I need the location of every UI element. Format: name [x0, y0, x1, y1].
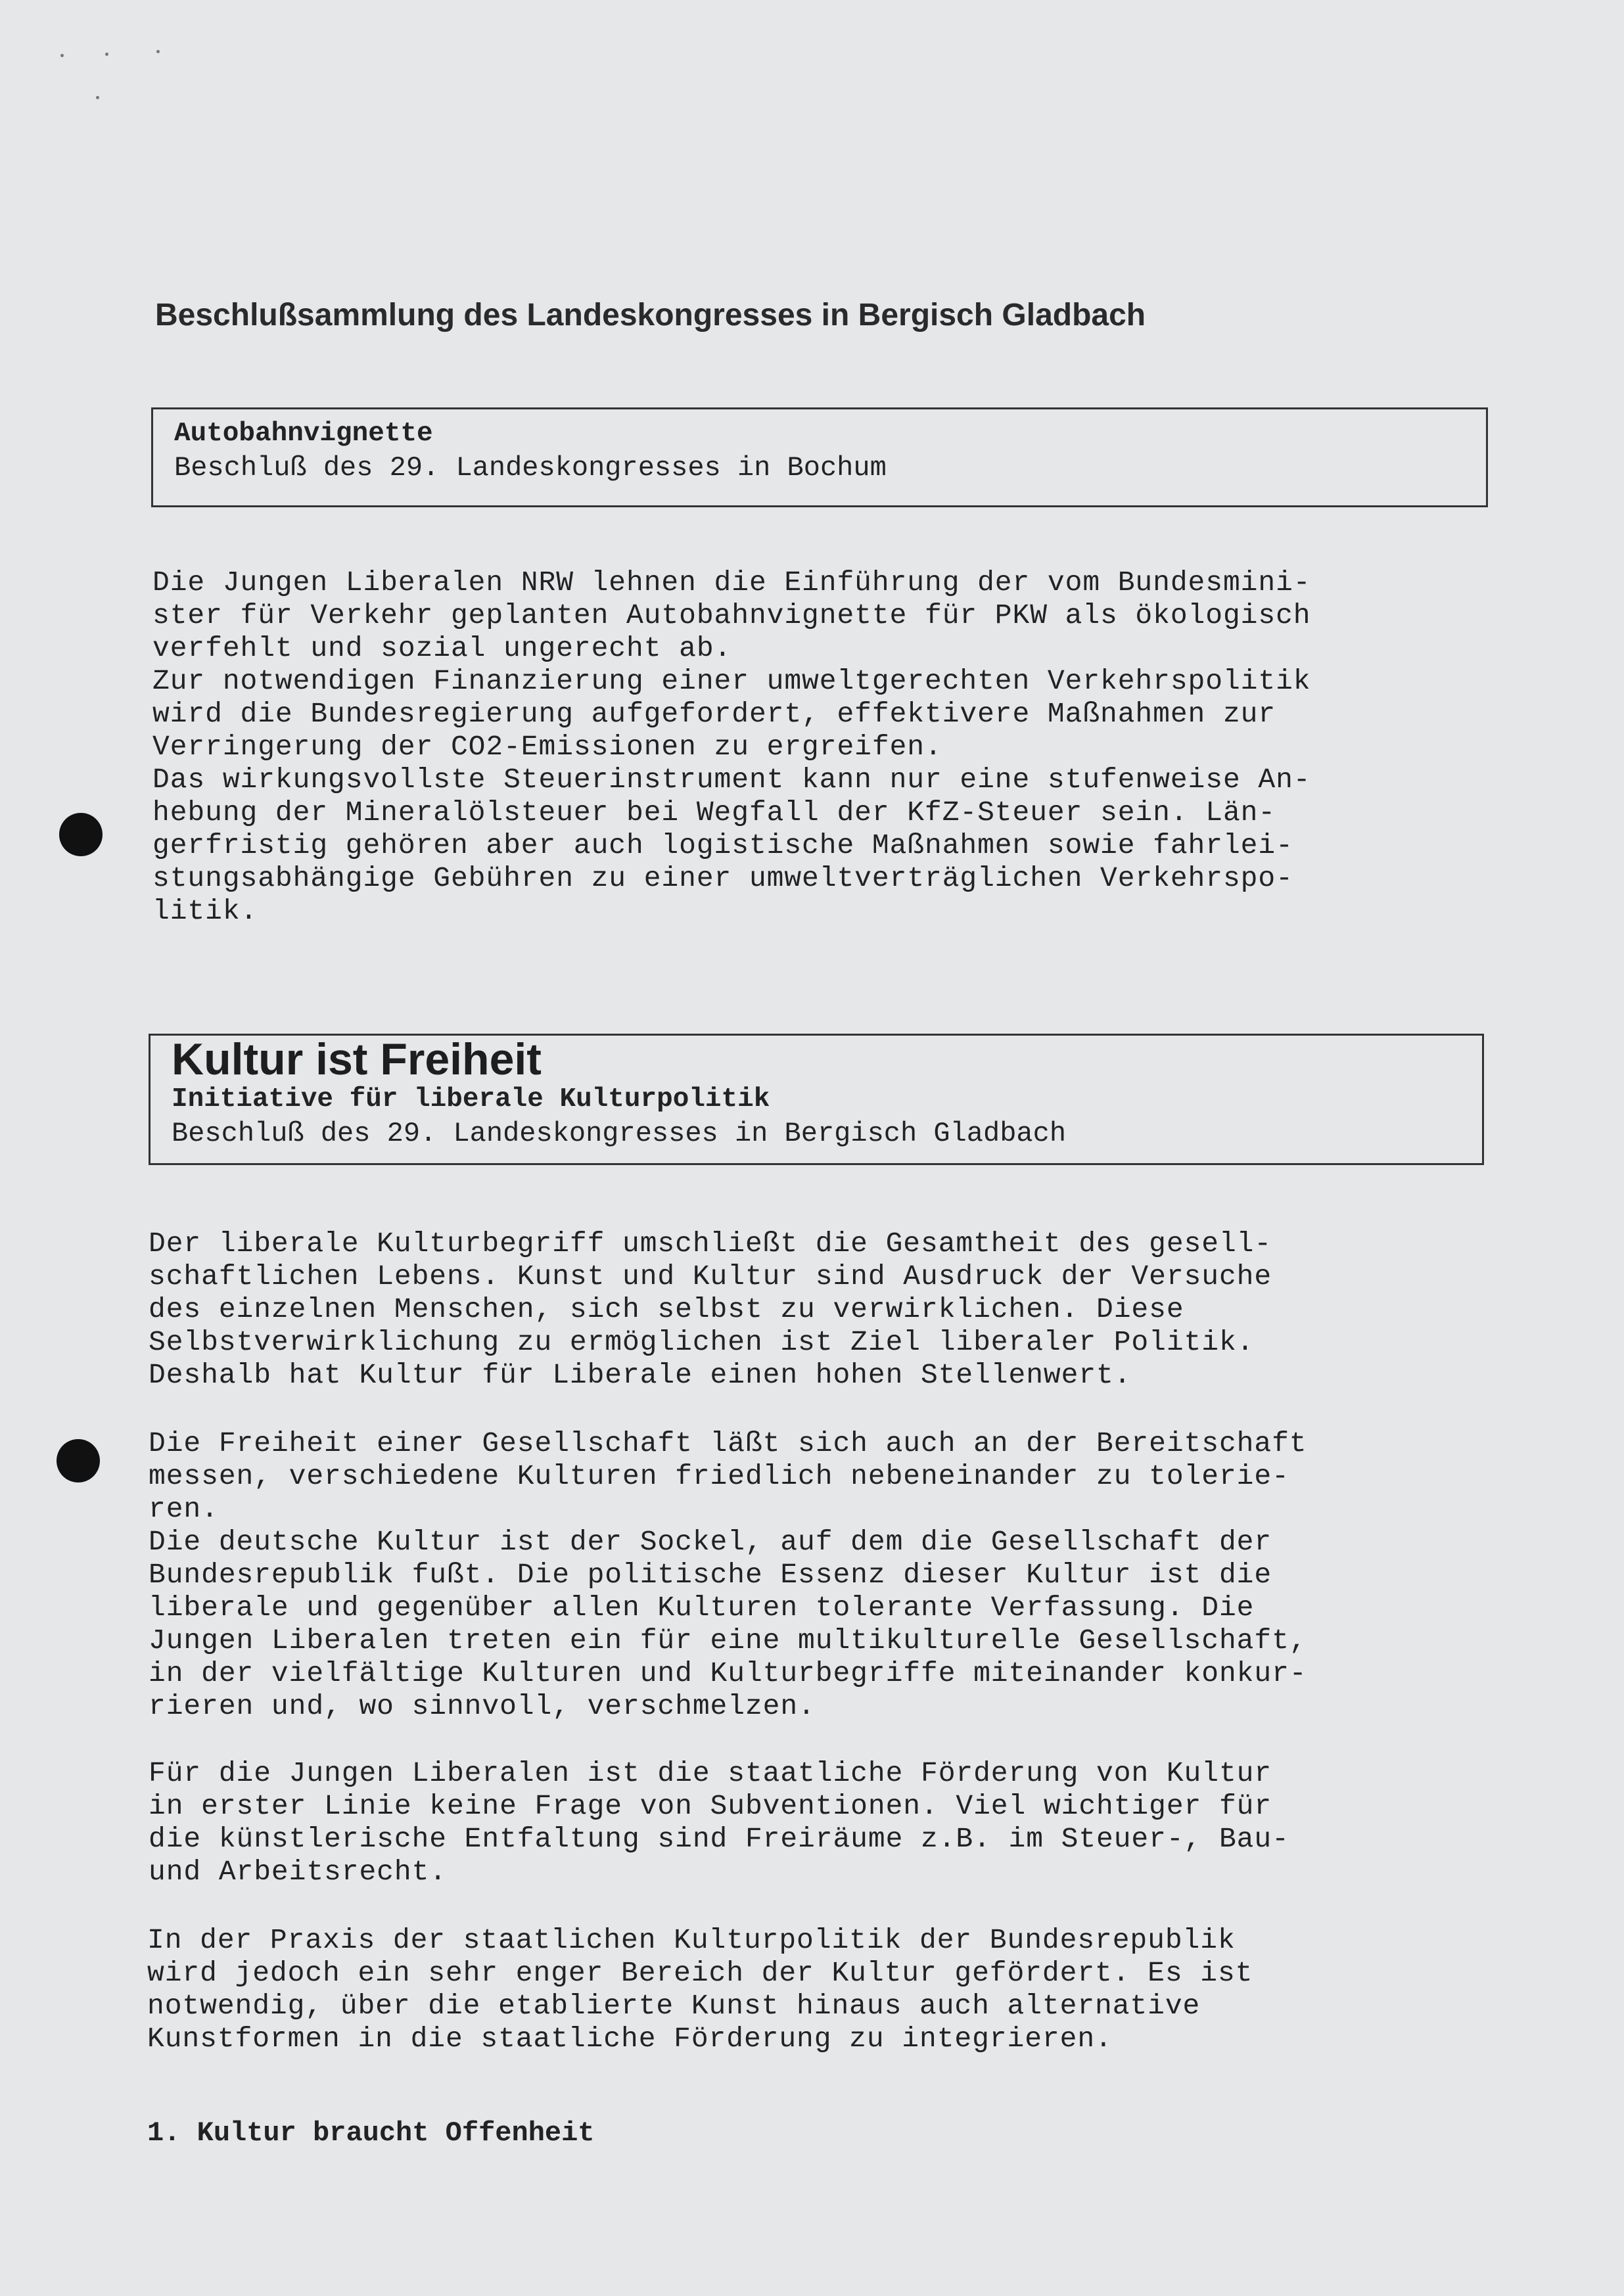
scan-speck: [96, 96, 99, 99]
text-line: rieren und, wo sinnvoll, verschmelzen.: [149, 1690, 816, 1722]
text-line: stungsabhängige Gebühren zu einer umweltverträglichen Verkehrspo-: [152, 862, 1293, 894]
scan-speck: [60, 54, 64, 57]
text-line: messen, verschiedene Kulturen friedlich nebeneinander zu tolerie-: [149, 1460, 1289, 1492]
text-line: schaftlichen Lebens. Kunst und Kultur sind Ausdruck der Versuche: [149, 1260, 1272, 1293]
text-line: Das wirkungsvollste Steuerinstrument kann nur eine stufenweise An-: [152, 764, 1311, 796]
text-line: wird die Bundesregierung aufgefordert, effektivere Maßnahmen zur: [152, 698, 1276, 730]
scan-speck: [156, 50, 160, 53]
text-line: Zur notwendigen Finanzierung einer umweltgerechten Verkehrspolitik: [152, 665, 1311, 697]
text-line: litik.: [152, 895, 258, 927]
text-line: Die deutsche Kultur ist der Sockel, auf dem die Gesellschaft der: [149, 1526, 1272, 1558]
text-line: liberale und gegenüber allen Kulturen tolerante Verfassung. Die: [149, 1592, 1255, 1624]
section-header-box-kultur: [149, 1034, 1484, 1165]
text-line: Für die Jungen Liberalen ist die staatliche Förderung von Kultur: [149, 1757, 1272, 1789]
section-title: Kultur ist Freiheit: [172, 1034, 542, 1084]
section-subtitle: Beschluß des 29. Landeskongresses in Bochum: [174, 452, 887, 484]
text-line: verfehlt und sozial ungerecht ab.: [152, 632, 732, 664]
punch-hole: [57, 1439, 100, 1482]
text-line: Deshalb hat Kultur für Liberale einen hohen Stellenwert.: [149, 1359, 1132, 1391]
punch-hole: [59, 813, 103, 856]
section-subtitle: Initiative für liberale Kulturpolitik: [172, 1084, 770, 1114]
section-header-box-autobahnvignette: [151, 407, 1488, 507]
paragraph: [149, 1757, 1289, 1889]
scan-speck: [105, 53, 108, 56]
paragraph: [149, 1427, 1307, 1723]
text-line: notwendig, über die etablierte Kunst hinaus auch alternative: [147, 1990, 1201, 2022]
text-line: In der Praxis der staatlichen Kulturpolitik der Bundesrepublik: [147, 1924, 1236, 1956]
text-line: Verringerung der CO2-Emissionen zu ergreifen.: [152, 731, 942, 763]
text-line: gerfristig gehören aber auch logistische Maßnahmen sowie fahrlei-: [152, 829, 1293, 861]
text-line: wird jedoch ein sehr enger Bereich der Kultur gefördert. Es ist: [147, 1957, 1253, 1989]
text-line: Bundesrepublik fußt. Die politische Essenz dieser Kultur ist die: [149, 1559, 1272, 1591]
text-line: Der liberale Kulturbegriff umschließt die Gesamtheit des gesell-: [149, 1228, 1272, 1260]
paragraph: [147, 1924, 1253, 2055]
text-line: Jungen Liberalen treten ein für eine multikulturelle Gesellschaft,: [149, 1624, 1307, 1657]
text-line: und Arbeitsrecht.: [149, 1856, 447, 1888]
paragraph: [149, 1228, 1272, 1392]
text-line: Selbstverwirklichung zu ermöglichen ist Ziel liberaler Politik.: [149, 1326, 1255, 1358]
text-line: ster für Verkehr geplanten Autobahnvignette für PKW als ökologisch: [152, 599, 1311, 631]
text-line: Die Freiheit einer Gesellschaft läßt sich auch an der Bereitschaft: [149, 1427, 1307, 1459]
text-line: Kunstformen in die staatliche Förderung zu integrieren.: [147, 2023, 1113, 2055]
text-line: die künstlerische Entfaltung sind Freiräume z.B. im Steuer-, Bau-: [149, 1823, 1289, 1855]
text-line: ren.: [149, 1493, 219, 1525]
subsection-heading: 1. Kultur braucht Offenheit: [147, 2117, 595, 2149]
page-title: Beschlußsammlung des Landeskongresses in Bergisch Gladbach: [155, 298, 1146, 333]
text-line: in der vielfältige Kulturen und Kulturbegriffe miteinander konkur-: [149, 1657, 1307, 1689]
text-line: in erster Linie keine Frage von Subventionen. Viel wichtiger für: [149, 1790, 1272, 1822]
text-line: hebung der Mineralölsteuer bei Wegfall der KfZ-Steuer sein. Län-: [152, 796, 1276, 829]
section-body-autobahnvignette: [152, 566, 1311, 928]
section-meta: Beschluß des 29. Landeskongresses in Bergisch Gladbach: [172, 1118, 1067, 1149]
text-line: Die Jungen Liberalen NRW lehnen die Einführung der vom Bundesmini-: [152, 566, 1311, 599]
text-line: des einzelnen Menschen, sich selbst zu verwirklichen. Diese: [149, 1293, 1184, 1325]
section-title: Autobahnvignette: [174, 419, 433, 449]
